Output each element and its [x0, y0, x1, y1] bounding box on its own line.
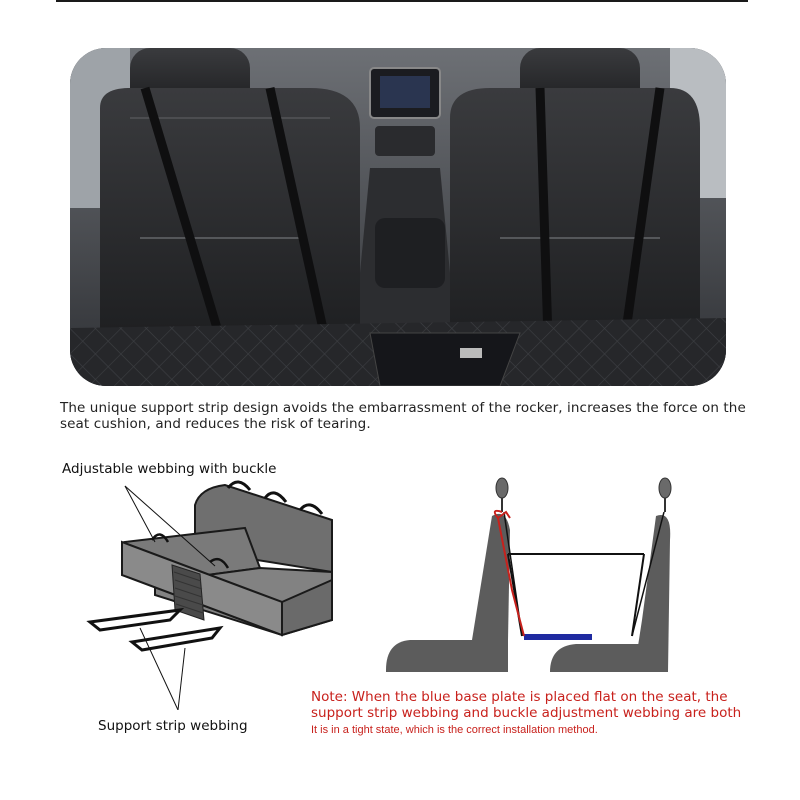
top-divider	[56, 0, 748, 2]
installation-note: Note: When the blue base plate is placed flat on the seat, the support strip webbing and buckle adjustment webbing are both	[311, 689, 742, 721]
webbing-label: Adjustable webbing with buckle	[62, 461, 277, 477]
support-strip-label: Support strip webbing	[98, 718, 248, 734]
seat-cover-diagram	[60, 470, 360, 710]
car-back-seat-photo	[70, 48, 726, 386]
installation-note-small: It is in a tight state, which is the correct installation method.	[311, 724, 598, 736]
installation-side-view-diagram	[380, 470, 690, 680]
feature-caption: The unique support strip design avoids the embarrassment of the rocker, increases the force on the seat cushion, and reduces the risk of tearing.	[60, 400, 746, 432]
